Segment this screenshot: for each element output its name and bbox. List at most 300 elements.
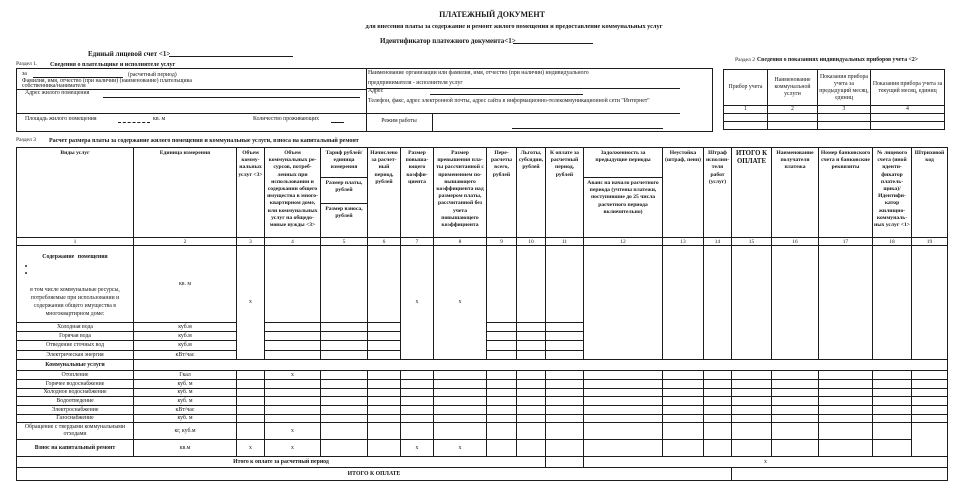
na-mark: x: [265, 440, 321, 457]
table-row: [17, 371, 948, 380]
meter-col-number: 1: [724, 106, 768, 114]
empty-cell: [584, 415, 663, 423]
empty-cell: [873, 415, 912, 423]
column-number: 18: [873, 238, 912, 246]
col-header-previous-debt: Задолженность за предыдущие периоды: [584, 148, 663, 178]
col-header-increasing-coefficient: Размер повышающего коэффициента: [401, 148, 434, 238]
empty-cell: [772, 380, 819, 389]
empty-cell: [321, 423, 368, 440]
empty-cell: [584, 423, 663, 440]
na-mark: x: [584, 457, 948, 468]
empty-cell: [772, 406, 819, 415]
section1-title: Сведения о плательщике и исполнителе услуг: [50, 61, 176, 68]
empty-cell: [663, 371, 704, 380]
empty-cell: [321, 323, 368, 332]
empty-cell: [517, 415, 546, 423]
na-mark: x: [434, 246, 487, 360]
empty-cell: [487, 423, 517, 440]
service-name: Электрическая энергия: [17, 351, 134, 360]
common-property-volume-cell: [265, 406, 321, 415]
empty-cell: [434, 406, 487, 415]
empty-cell: [912, 380, 948, 389]
contractor-name-label: Наименование организации или фамилия, имя, отчество (при наличии) индивидуального: [368, 70, 589, 76]
empty-cell: [873, 406, 912, 415]
empty-cell: [487, 371, 517, 380]
empty-cell: [517, 389, 546, 397]
contractor-address-field[interactable]: [430, 88, 583, 95]
empty-cell: [368, 397, 401, 406]
empty-cell: [265, 351, 321, 360]
empty-cell: [237, 380, 265, 389]
column-number: 1: [17, 238, 134, 246]
meter-col-header: Показания прибора учета за предыдущий месяц, единиц: [818, 70, 871, 106]
empty-cell: [772, 397, 819, 406]
empty-cell: [434, 423, 487, 440]
empty-cell: [546, 371, 584, 380]
empty-cell: [368, 341, 401, 351]
hours-cell-divider: [432, 113, 433, 131]
empty-cell: [819, 415, 873, 423]
empty-cell: [819, 246, 873, 360]
empty-cell: [368, 380, 401, 389]
unit-of-measure: кв.м: [134, 440, 237, 457]
empty-cell: [704, 389, 732, 397]
empty-cell: [819, 406, 873, 415]
common-property-volume-cell: [265, 397, 321, 406]
payment-document-id-label: Идентификатор платежного документа<1>: [380, 37, 516, 45]
table-row: [17, 389, 948, 397]
empty-cell: [912, 371, 948, 380]
empty-cell: [368, 440, 401, 457]
empty-cell: [368, 246, 401, 323]
empty-cell: [546, 323, 584, 332]
empty-cell: [873, 389, 912, 397]
meter-cell: [768, 122, 818, 130]
empty-cell: [704, 397, 732, 406]
empty-cell: [772, 423, 819, 440]
empty-cell: [321, 440, 368, 457]
empty-cell: [487, 323, 517, 332]
na-mark: x: [401, 246, 434, 360]
empty-cell: [368, 351, 401, 360]
premises-area-label: Площадь жилого помещения: [25, 116, 97, 122]
period-total-amount: [546, 457, 584, 468]
empty-cell: [546, 351, 584, 360]
na-mark: x: [237, 246, 265, 360]
empty-cell: [912, 246, 948, 360]
column-number: 16: [772, 238, 819, 246]
meter-col-header: Наименование коммунальной услуги: [768, 70, 818, 106]
premises-area-unit: кв. м: [153, 116, 166, 122]
empty-cell: [732, 371, 772, 380]
empty-cell: [134, 360, 948, 371]
column-number: 2: [134, 238, 237, 246]
empty-cell: [321, 397, 368, 406]
empty-cell: [368, 323, 401, 332]
empty-cell: [663, 397, 704, 406]
empty-cell: [517, 371, 546, 380]
empty-cell: [732, 415, 772, 423]
col-header-penalty: Неустойка (штраф, пени): [663, 148, 704, 238]
service-name: Обращение с твердыми коммунальными отходами: [17, 423, 134, 440]
contractor-address-label: Адрес: [368, 87, 384, 94]
empty-cell: [873, 440, 912, 457]
empty-cell: [401, 380, 434, 389]
empty-cell: [237, 389, 265, 397]
period-suffix: (расчетный период): [128, 71, 177, 78]
empty-cell: [584, 389, 663, 397]
empty-cell: [487, 351, 517, 360]
meter-cell: [871, 114, 945, 122]
unit-of-measure: куб. м: [134, 380, 237, 389]
empty-cell: [819, 397, 873, 406]
table-row-utilities-heading: [17, 360, 948, 371]
empty-cell: [546, 440, 584, 457]
col-header-unit: Единица измерения: [134, 148, 237, 238]
grand-total-label: ИТОГО К ОПЛАТЕ: [17, 468, 732, 481]
column-number: 7: [401, 238, 434, 246]
table-row: [17, 397, 948, 406]
service-name: Холодная вода: [17, 323, 134, 332]
unit-of-measure: куб. м: [134, 415, 237, 423]
empty-cell: [368, 332, 401, 341]
housing-service-cell: [17, 246, 134, 323]
col-header-common-property-volume: Объем коммунальных ресурсов, потребленных при использовании и содержании общего имущества в многоквартирном доме, или коммунальных услуг на общедомовые нужды <3>: [265, 148, 321, 238]
column-number: 15: [732, 238, 772, 246]
section2-number: Раздел 2: [735, 57, 756, 63]
contractor-contacts-underline: [366, 113, 680, 114]
empty-cell: [732, 406, 772, 415]
empty-cell: [546, 389, 584, 397]
utilities-heading: Коммунальные услуги: [17, 360, 134, 371]
meter-col-header: Прибор учета: [724, 70, 768, 106]
column-number: 19: [912, 238, 948, 246]
common-property-volume-cell: [265, 415, 321, 423]
empty-cell: [401, 397, 434, 406]
unit-of-measure: куб. м: [134, 397, 237, 406]
service-name: Холодное водоснабжение: [17, 389, 134, 397]
empty-cell: [819, 423, 873, 440]
table-row: [17, 423, 948, 440]
contractor-name-label-cont: предпринимателя - исполнителя услуг: [368, 79, 463, 86]
col-header-service-type: Виды услуг: [17, 148, 134, 238]
empty-cell: [434, 397, 487, 406]
empty-cell: [772, 440, 819, 457]
table-row: [17, 406, 948, 415]
empty-cell: [912, 397, 948, 406]
empty-cell: [772, 389, 819, 397]
unit-of-measure: Гкал: [134, 371, 237, 380]
period-prefix: за: [22, 71, 27, 77]
col-header-benefits: Льготы, субсидии, рублей: [517, 148, 546, 238]
empty-cell: [704, 371, 732, 380]
empty-cell: [663, 380, 704, 389]
empty-cell: [732, 380, 772, 389]
empty-cell: [368, 423, 401, 440]
empty-cell: [873, 246, 912, 360]
empty-cell: [368, 415, 401, 423]
common-property-volume-cell: [265, 380, 321, 389]
payer-name-label: Фамилия, имя, отчество (при наличии) (наименование) плательщика: [22, 77, 192, 84]
empty-cell: [517, 246, 546, 323]
empty-cell: [401, 389, 434, 397]
bullet-mark: [25, 272, 27, 274]
empty-cell: [487, 332, 517, 341]
empty-cell: [237, 415, 265, 423]
empty-cell: [584, 406, 663, 415]
empty-cell: [663, 415, 704, 423]
empty-cell: [401, 415, 434, 423]
meter-cell: [724, 122, 768, 130]
residents-count-field[interactable]: [331, 116, 344, 123]
na-mark: x: [401, 440, 434, 457]
column-number: 17: [819, 238, 873, 246]
empty-cell: [434, 415, 487, 423]
meter-readings-table: [723, 69, 945, 130]
empty-cell: [584, 440, 663, 457]
residents-count-label: Количество проживающих: [253, 116, 320, 122]
empty-cell: [704, 406, 732, 415]
housing-service-note: в том числе коммунальные ресурсы, потребляемые при использовании и содержании общего имущества в многоквартирном доме:: [30, 287, 120, 317]
section1-number: Раздел 1.: [16, 61, 38, 67]
empty-cell: [819, 389, 873, 397]
empty-cell: [732, 397, 772, 406]
billing-period-field[interactable]: [33, 71, 123, 78]
working-hours-label: Режим работы: [381, 118, 417, 124]
empty-cell: [237, 423, 265, 440]
empty-cell: [368, 389, 401, 397]
premises-address-label: Адрес жилого помещения: [25, 90, 90, 96]
single-account-field[interactable]: [169, 50, 293, 57]
empty-cell: [732, 423, 772, 440]
document-subtitle: для внесения платы за содержание и ремонт жилого помещения и предоставление коммунальных услуг: [365, 23, 663, 30]
column-number: 3: [237, 238, 265, 246]
meter-col-number: 4: [871, 106, 945, 114]
table-row: [17, 415, 948, 423]
empty-cell: [487, 406, 517, 415]
empty-cell: [237, 397, 265, 406]
premises-address-field[interactable]: [103, 91, 360, 98]
charges-table: [16, 147, 948, 481]
empty-cell: [517, 440, 546, 457]
empty-cell: [704, 440, 732, 457]
section2-title: Сведения о показаниях индивидуальных приборов учета <2>: [757, 57, 919, 63]
empty-cell: [401, 371, 434, 380]
document-title: ПЛАТЕЖНЫЙ ДОКУМЕНТ: [439, 10, 545, 19]
empty-cell: [265, 332, 321, 341]
meter-cell: [818, 114, 871, 122]
empty-cell: [873, 371, 912, 380]
empty-cell: [819, 371, 873, 380]
empty-cell: [321, 332, 368, 341]
column-number: 6: [368, 238, 401, 246]
empty-cell: [321, 246, 368, 323]
working-hours-field[interactable]: [512, 122, 663, 129]
empty-cell: [546, 341, 584, 351]
col-header-tariff: Тариф рублей/единица измерения: [321, 148, 368, 178]
col-header-accrued: Начислено за расчетный период, рублей: [368, 148, 401, 238]
empty-cell: [237, 406, 265, 415]
empty-cell: [321, 351, 368, 360]
housing-service-title: Содержание помещения: [42, 254, 108, 260]
empty-cell: [772, 246, 819, 360]
empty-cell: [321, 389, 368, 397]
empty-cell: [546, 415, 584, 423]
column-number: 4: [265, 238, 321, 246]
section1-rule: [16, 113, 366, 114]
unit-of-measure: куб. м: [134, 389, 237, 397]
empty-cell: [584, 371, 663, 380]
empty-cell: [368, 406, 401, 415]
col-header-recalculations: Перерасчеты всего, рублей: [487, 148, 517, 238]
empty-cell: [321, 406, 368, 415]
na-mark: x: [434, 440, 487, 457]
empty-cell: [912, 423, 948, 457]
empty-cell: [732, 440, 772, 457]
empty-cell: [546, 246, 584, 323]
empty-cell: [517, 332, 546, 341]
service-name: Водоотведение: [17, 397, 134, 406]
empty-cell: [517, 380, 546, 389]
empty-cell: [434, 371, 487, 380]
empty-cell: [704, 246, 732, 360]
unit-of-measure: куб.м: [134, 323, 237, 332]
unit-of-measure: кВт/час: [134, 351, 237, 360]
empty-cell: [401, 423, 434, 440]
empty-cell: [912, 389, 948, 397]
column-number: 14: [704, 238, 732, 246]
column-number: 8: [434, 238, 487, 246]
col-header-advance: Аванс на начало расчетного периода (учтены платежи, поступившие до 25 числа расчетного периода включительно): [584, 178, 663, 238]
period-total-label: Итого к оплате за расчетный период: [17, 457, 546, 468]
empty-cell: [772, 415, 819, 423]
empty-cell: [401, 406, 434, 415]
empty-cell: [663, 423, 704, 440]
payment-document-id-field[interactable]: [513, 37, 593, 44]
empty-cell: [546, 332, 584, 341]
empty-cell: [772, 371, 819, 380]
empty-cell: [584, 397, 663, 406]
empty-cell: [873, 397, 912, 406]
empty-cell: [321, 415, 368, 423]
col-header-contribution-amount: Размер взноса, рублей: [321, 204, 368, 238]
col-header-payable-for-period: К оплате за расчетный период, рублей: [546, 148, 584, 238]
unit-of-measure: куб.м: [134, 332, 237, 341]
column-number: 12: [584, 238, 663, 246]
column-number: 11: [546, 238, 584, 246]
meter-col-number: 2: [768, 106, 818, 114]
column-number: 9: [487, 238, 517, 246]
empty-cell: [487, 397, 517, 406]
empty-cell: [265, 341, 321, 351]
empty-cell: [517, 351, 546, 360]
empty-cell: [663, 389, 704, 397]
empty-cell: [546, 397, 584, 406]
empty-cell: [584, 380, 663, 389]
common-property-volume-cell: [265, 389, 321, 397]
empty-cell: [584, 246, 663, 360]
empty-cell: [912, 406, 948, 415]
column-number: 5: [321, 238, 368, 246]
empty-cell: [517, 423, 546, 440]
empty-cell: [873, 380, 912, 389]
empty-cell: [819, 380, 873, 389]
empty-cell: [546, 406, 584, 415]
col-header-excess-amount: Размер превышения платы рассчитанной с применением повышающего коэффициента над размером платы, рассчитанной без учета повышающего коэффициента: [434, 148, 487, 238]
col-header-total-due: ИТОГО К ОПЛАТЕ: [732, 148, 772, 238]
unit-of-measure: куб.м: [134, 341, 237, 351]
empty-cell: [732, 389, 772, 397]
empty-cell: [546, 423, 584, 440]
unit-of-measure: кг, куб.м: [134, 423, 237, 440]
empty-cell: [819, 440, 873, 457]
empty-cell: [487, 415, 517, 423]
grand-total-amount: [732, 468, 948, 481]
meter-col-header: Показания прибора учета за текущий месяц, единиц: [871, 70, 945, 106]
col-header-fee-amount: Размер платы, рублей: [321, 178, 368, 204]
empty-cell: [321, 371, 368, 380]
empty-cell: [265, 246, 321, 323]
meter-cell: [871, 122, 945, 130]
service-name: Горячая вода: [17, 332, 134, 341]
empty-cell: [265, 323, 321, 332]
empty-cell: [434, 389, 487, 397]
service-name: Взнос на капитальный ремонт: [17, 440, 134, 457]
empty-cell: [517, 406, 546, 415]
empty-cell: [517, 397, 546, 406]
empty-cell: [663, 440, 704, 457]
empty-cell: [487, 389, 517, 397]
bullet-mark: [25, 265, 27, 267]
table-row: [17, 380, 948, 389]
service-name: Горячее водоснабжение: [17, 380, 134, 389]
empty-cell: [912, 415, 948, 423]
col-header-bank-details: Номер банковского счета и банковские реквизиты: [819, 148, 873, 238]
col-header-recipient: Наименование получателя платежа: [772, 148, 819, 238]
meter-col-number: 3: [818, 106, 871, 114]
column-number: 10: [517, 238, 546, 246]
na-mark: x: [237, 440, 265, 457]
unit-of-measure: кв. м: [134, 246, 237, 323]
meter-cell: [768, 114, 818, 122]
empty-cell: [321, 341, 368, 351]
table-row-capital-repair: [17, 440, 948, 457]
empty-cell: [237, 371, 265, 380]
empty-cell: [704, 380, 732, 389]
col-header-service-volume: Объем коммунальных услуг <3>: [237, 148, 265, 238]
common-property-volume-cell: x: [265, 423, 321, 440]
col-header-account-identifier: № лицевого счета (иной идентификатор плательщика)/ Идентификатор жилищно-коммунальных услуг <1>: [873, 148, 912, 238]
premises-area-field[interactable]: [118, 116, 150, 123]
empty-cell: [704, 415, 732, 423]
common-property-volume-cell: x: [265, 371, 321, 380]
section3-number: Раздел 3: [16, 137, 37, 143]
unit-of-measure: кВт/час: [134, 406, 237, 415]
empty-cell: [663, 406, 704, 415]
meter-cell: [818, 122, 871, 130]
table-row-housing: [17, 246, 948, 323]
col-header-barcode: Штриховой код: [912, 148, 948, 238]
column-number: 13: [663, 238, 704, 246]
empty-cell: [321, 380, 368, 389]
empty-cell: [487, 380, 517, 389]
service-name: Электроснабжение: [17, 406, 134, 415]
empty-cell: [517, 341, 546, 351]
service-name: Отопление: [17, 371, 134, 380]
empty-cell: [663, 246, 704, 360]
col-header-contractor-fine: Штраф исполнителя работ (услуг): [704, 148, 732, 238]
payer-name-label-cont: собственника/нанимателя: [22, 83, 86, 89]
